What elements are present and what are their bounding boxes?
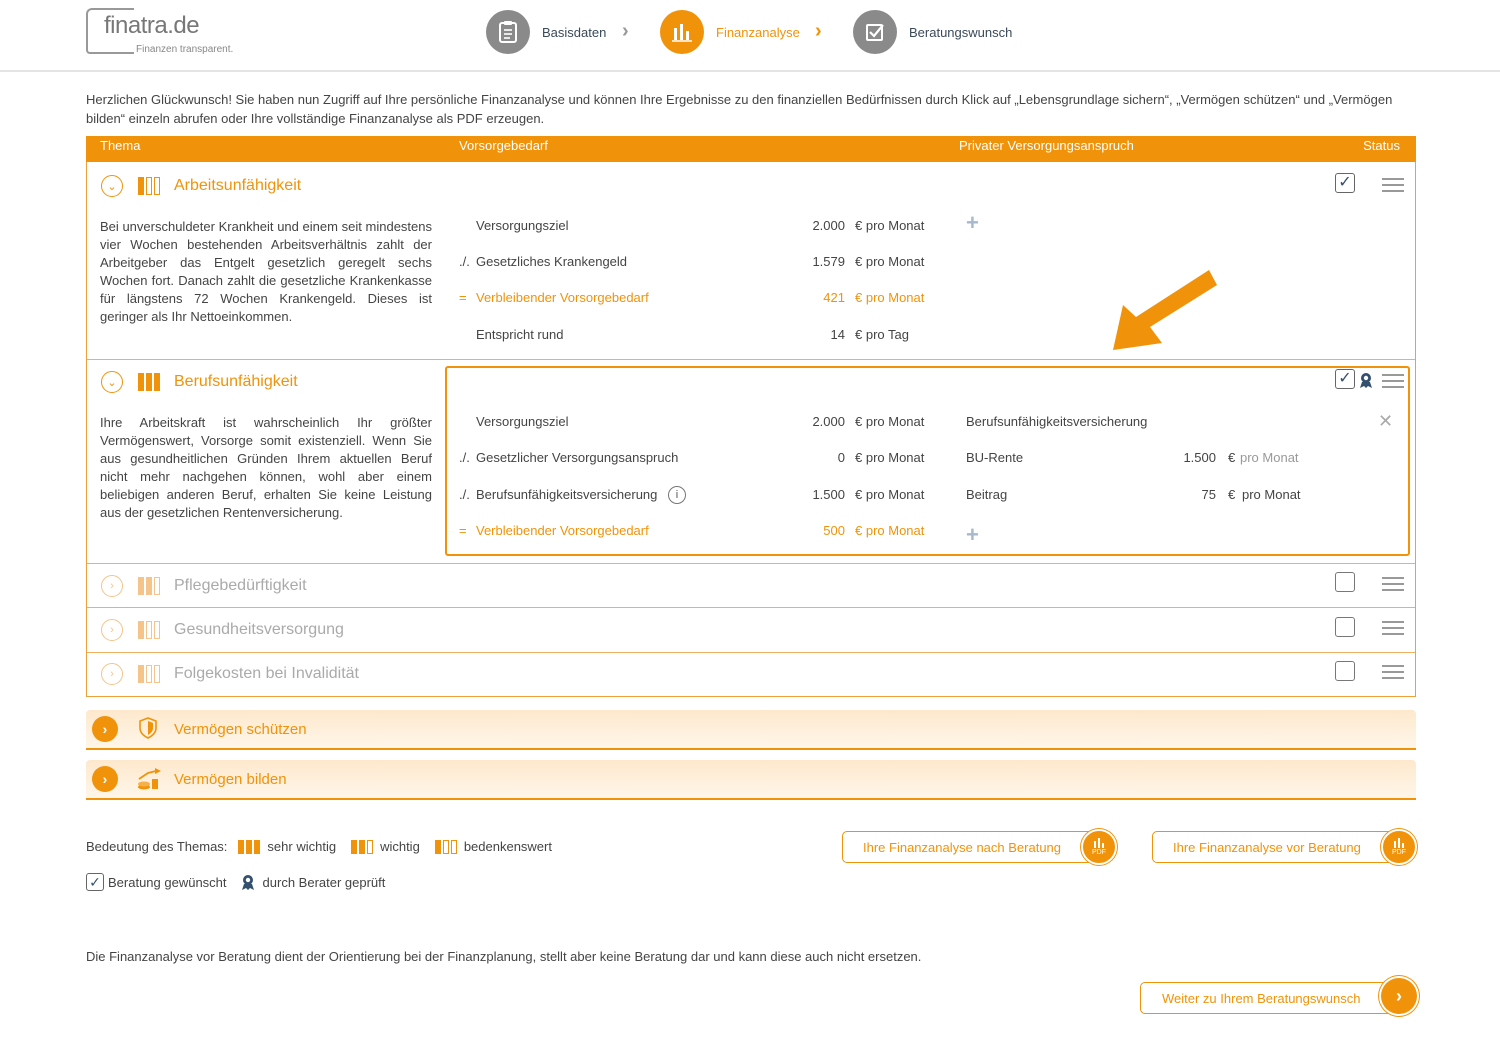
legend-status xyxy=(86,873,385,891)
checkbox-icon xyxy=(853,10,897,54)
au-row-value: 14 xyxy=(830,327,845,342)
growth-coins-icon xyxy=(136,767,162,791)
bu-row-label: Gesetzlicher Versorgungsanspruch xyxy=(476,450,679,465)
bu-row-unit: € pro Monat xyxy=(855,450,925,465)
add-contract-button[interactable]: + xyxy=(966,522,979,547)
section-label: Vermögen schützen xyxy=(174,720,307,738)
step-finanzanalyse[interactable] xyxy=(660,10,800,54)
legend-label: Bedeutung des Themas: xyxy=(86,839,228,854)
button-label: Ihre Finanzanalyse vor Beratung xyxy=(1173,839,1361,855)
advisor-badge-icon xyxy=(1359,372,1373,388)
row-divider xyxy=(87,652,1415,653)
section-vermoegen-bilden[interactable] xyxy=(86,760,1416,800)
legend-geprueft: durch Berater geprüft xyxy=(262,874,386,890)
importance-low-icon xyxy=(435,840,457,854)
hamburger-menu-icon[interactable] xyxy=(1382,665,1404,679)
section-label: Vermögen bilden xyxy=(174,770,287,788)
pdf-tag: PDF xyxy=(1392,849,1406,856)
table-header xyxy=(86,136,1416,162)
au-row-label: Versorgungsziel xyxy=(476,218,569,233)
advisor-badge-icon xyxy=(241,874,255,890)
chevron-right-icon[interactable]: › xyxy=(92,716,118,742)
hamburger-menu-icon[interactable] xyxy=(1382,178,1404,192)
au-row-unit: € pro Tag xyxy=(855,327,909,342)
hamburger-menu-icon[interactable] xyxy=(1382,374,1404,388)
au-row-unit: € pro Monat xyxy=(855,290,925,305)
au-row-prefix: ./. xyxy=(459,254,470,269)
pdf-icon[interactable] xyxy=(1381,829,1417,865)
importance-bars xyxy=(138,373,160,391)
bu-row-value: 2.000 xyxy=(812,414,845,429)
contract-name: Berufsunfähigkeitsversicherung xyxy=(966,414,1148,429)
au-row-label: Verbleibender Vorsorgebedarf xyxy=(476,290,649,305)
section-title-invaliditaet[interactable]: Folgekosten bei Invalidität xyxy=(174,665,359,682)
section-title-gesundheit[interactable]: Gesundheitsversorgung xyxy=(174,621,344,638)
section-description-bu: Ihre Arbeitskraft ist wahrscheinlich Ihr größter Vermögenswert, Vorsorge somit existenziell. Wenn Sie aus gesundheitlichen Gründen Ihrem aktuellen Beruf nicht mehr nachgehen können, wohl aber einem beliebigen anderen Beruf, erhalten Sie keine Leistung aus der gesetzlichen Rentenversicherung. xyxy=(100,415,432,520)
chevron-right-icon[interactable]: › xyxy=(1381,978,1417,1014)
pdf-tag: PDF xyxy=(1092,849,1106,856)
step-label: Basisdaten xyxy=(542,24,607,40)
expand-toggle-gesundheit[interactable]: › xyxy=(101,619,123,641)
contract-rente-unit[interactable]: pro Monat xyxy=(1240,450,1299,465)
section-title-au[interactable]: Arbeitsunfähigkeit xyxy=(174,177,302,194)
legend-high: sehr wichtig xyxy=(267,839,337,854)
bu-row-unit: € pro Monat xyxy=(855,414,925,429)
importance-mid-icon xyxy=(351,840,373,854)
au-row-label: Entspricht rund xyxy=(476,327,564,342)
contract-beitrag-label: Beitrag xyxy=(966,487,1008,502)
expand-toggle-invaliditaet[interactable]: › xyxy=(101,663,123,685)
section-title-bu[interactable]: Berufsunfähigkeit xyxy=(174,373,298,390)
bu-row-value: 1.500 xyxy=(812,487,845,502)
bu-row-label: Versorgungsziel xyxy=(476,414,569,429)
pdf-icon[interactable] xyxy=(1081,829,1117,865)
hamburger-menu-icon[interactable] xyxy=(1382,621,1404,635)
chevron-right-icon[interactable]: › xyxy=(92,766,118,792)
contract-beitrag-currency: € xyxy=(1228,487,1236,502)
status-checkbox-au[interactable]: ✓ xyxy=(1335,173,1355,193)
info-icon[interactable]: i xyxy=(668,486,686,504)
legend-mid: wichtig xyxy=(380,839,420,854)
contract-beitrag-unit[interactable]: pro Monat xyxy=(1242,487,1301,502)
collapse-toggle-bu[interactable]: ⌄ xyxy=(101,371,123,393)
au-row-value: 421 xyxy=(823,290,845,305)
disclaimer-text: Die Finanzanalyse vor Beratung dient der Orientierung bei der Finanzplanung, stellt aber keine Beratung dar und kann diese auch nicht ersetzen. xyxy=(86,949,922,964)
hamburger-menu-icon[interactable] xyxy=(1382,577,1404,591)
continue-button[interactable] xyxy=(1140,982,1402,1014)
checkbox-icon: ✓ xyxy=(86,873,104,891)
legend xyxy=(86,839,552,854)
row-divider xyxy=(87,359,1415,360)
col-vorsorgebedarf: Vorsorgebedarf xyxy=(459,138,548,153)
bu-row-prefix: ./. xyxy=(459,450,470,465)
au-row-unit: € pro Monat xyxy=(855,218,925,233)
status-checkbox-bu[interactable]: ✓ xyxy=(1335,369,1355,389)
bu-row-label: Berufsunfähigkeitsversicherung xyxy=(476,487,658,502)
clipboard-icon xyxy=(486,10,530,54)
au-row-label: Gesetzliches Krankengeld xyxy=(476,254,628,269)
bu-row-unit: € pro Monat xyxy=(855,523,925,538)
contract-rente-currency: € xyxy=(1228,450,1236,465)
row-divider xyxy=(87,607,1415,608)
step-label: Beratungswunsch xyxy=(909,24,1013,40)
legend-low: bedenkenswert xyxy=(463,839,552,854)
importance-high-icon xyxy=(238,840,260,854)
collapse-toggle-au[interactable]: ⌄ xyxy=(101,175,123,197)
contract-rente-label: BU-Rente xyxy=(966,450,1024,465)
shield-icon xyxy=(138,717,158,739)
bu-row-value: 0 xyxy=(837,450,845,465)
au-row-value: 1.579 xyxy=(812,254,845,269)
bu-row-unit: € pro Monat xyxy=(855,487,925,502)
importance-bars xyxy=(138,665,160,683)
au-row-value: 2.000 xyxy=(812,218,845,233)
bu-row-prefix: ./. xyxy=(459,487,470,502)
section-description-au: Bei unverschuldeter Krankheit und einem seit mindestens vier Wochen bestehenden Arbeitsverhältnis zahlt der Arbeitgeber das Entgelt gesetzlich geregelt sechs Wochen fort. Danach zahlt die gesetzliche Krankenkasse für längstens 72 Wochen Krankengeld. Dieses ist geringer als Ihr Nettoeinkommen. xyxy=(100,219,432,324)
header-divider xyxy=(0,70,1500,72)
importance-bars xyxy=(138,177,160,195)
button-label: Weiter zu Ihrem Beratungswunsch xyxy=(1162,990,1361,1006)
au-row-prefix: = xyxy=(459,290,467,305)
bu-row-value: 500 xyxy=(823,523,845,538)
add-contract-button[interactable]: + xyxy=(966,210,979,235)
pdf-after-consultation-button[interactable] xyxy=(842,831,1098,863)
chevron-right-icon: › xyxy=(622,20,629,42)
bar-chart-icon xyxy=(660,10,704,54)
importance-bars xyxy=(138,621,160,639)
logo[interactable] xyxy=(86,6,246,58)
bu-row-label: Verbleibender Vorsorgebedarf xyxy=(476,523,649,538)
section-vermoegen-schuetzen[interactable] xyxy=(86,710,1416,750)
row-divider xyxy=(87,563,1415,564)
status-checkbox-gesundheit[interactable] xyxy=(1335,617,1355,637)
step-label: Finanzanalyse xyxy=(716,24,800,40)
expand-toggle-pflege[interactable]: › xyxy=(101,575,123,597)
section-title-pflege[interactable]: Pflegebedürftigkeit xyxy=(174,577,307,594)
logo-word: finatra.de xyxy=(104,12,200,39)
status-checkbox-pflege[interactable] xyxy=(1335,572,1355,592)
logo-tagline: Finanzen transparent. xyxy=(136,44,234,55)
col-versorgungsanspruch: Privater Versorgungsanspruch xyxy=(959,138,1134,153)
importance-bars xyxy=(138,577,160,595)
close-icon[interactable]: ✕ xyxy=(1378,411,1394,431)
chevron-right-icon: › xyxy=(815,20,822,42)
pdf-before-consultation-button[interactable] xyxy=(1152,831,1398,863)
col-status: Status xyxy=(1363,138,1400,153)
step-beratungswunsch[interactable] xyxy=(853,10,1012,54)
contract-rente-value[interactable]: 1.500 xyxy=(1183,450,1216,465)
button-label: Ihre Finanzanalyse nach Beratung xyxy=(863,839,1062,855)
arrow-icon xyxy=(1105,265,1220,355)
intro-text: Herzlichen Glückwunsch! Sie haben nun Zugriff auf Ihre persönliche Finanzanalyse und können Ihre Ergebnisse zu den finanziellen Bedürfnissen durch Klick auf „Lebensgrundlage sichern“, „Vermögen schützen“ und „Vermögen bilden“ einzeln abrufen oder Ihre vollständige Finanzanalyse als PDF erzeugen. xyxy=(86,92,1393,126)
col-thema: Thema xyxy=(100,138,141,153)
au-row-unit: € pro Monat xyxy=(855,254,925,269)
step-basisdaten[interactable] xyxy=(486,10,606,54)
legend-beratung: Beratung gewünscht xyxy=(108,874,227,890)
contract-beitrag-value[interactable]: 75 xyxy=(1201,487,1216,502)
status-checkbox-invaliditaet[interactable] xyxy=(1335,661,1355,681)
bu-row-prefix: = xyxy=(459,523,467,538)
